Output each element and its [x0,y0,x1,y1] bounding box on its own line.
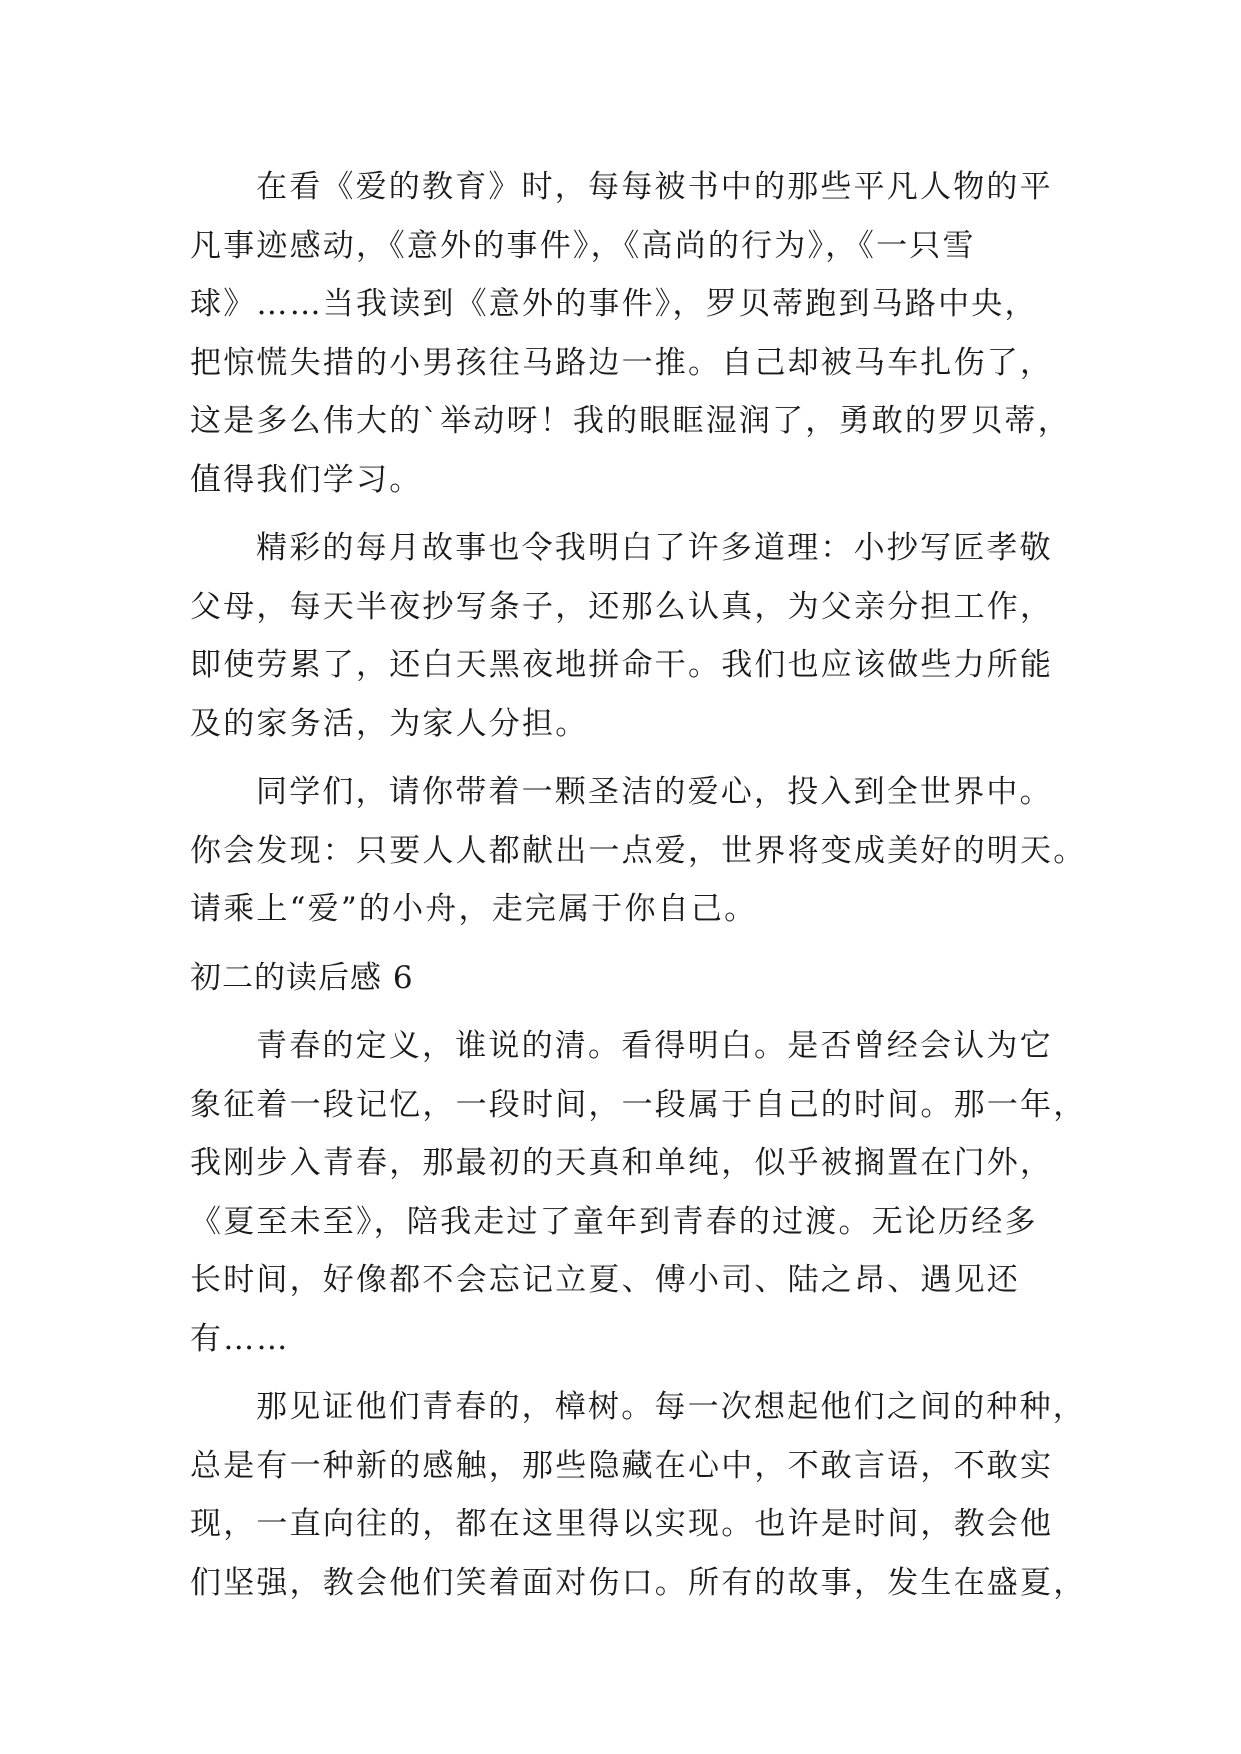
paragraph-line: 们坚强，教会他们笑着面对伤口。所有的故事，发生在盛夏， [190,1564,1087,1601]
document-body [190,158,1087,1622]
paragraph-line: 球》……当我读到《意外的事件》，罗贝蒂跑到马路中央， [190,286,1038,322]
paragraph-line: 值得我们学习。 [190,461,423,498]
paragraph-line: 那见证他们青春的，樟树。每一次想起他们之间的种种， [256,1389,1086,1425]
paragraph-line: 即使劳累了，还白天黑夜地拼命干。我们也应该做些力所能 [190,647,1054,683]
section-heading: 初二的读后感 6 [190,959,414,996]
paragraph-line: 精彩的每月故事也令我明白了许多道理：小抄写匠孝敬 [256,530,1053,566]
paragraph-line: 有…… [190,1320,290,1357]
paragraph-classmates [190,763,1087,939]
paragraph-line: 《夏至未至》，陪我走过了童年到青春的过渡。无论历经多 [190,1203,1038,1240]
paragraph-line: 凡事迹感动，《意外的事件》，《高尚的行为》，《一只雪 [190,227,976,264]
paragraph-line: 父母，每天半夜抄写条子，还那么认真，为父亲分担工作， [190,588,1054,625]
paragraph-line: 青春的定义，谁说的清。看得明白。是否曾经会认为它 [256,1028,1053,1064]
paragraph-youth-definition [190,1017,1087,1368]
paragraph-line: 象征着一段记忆，一段时间，一段属于自己的时间。那一年， [190,1086,1087,1123]
paragraph-love-education [190,158,1070,509]
paragraph-line: 同学们，请你带着一颗圣洁的爱心，投入到全世界中。 [256,774,1053,810]
paragraph-line: 及的家务活，为家人分担。 [190,705,589,742]
paragraph-line: 长时间，好像都不会忘记立夏、傅小司、陆之昂、遇见还 [190,1262,1020,1298]
paragraph-line: 你会发现：只要人人都献出一点爱，世界将变成美好的明天。 [190,832,1087,869]
paragraph-line: 这是多么伟大的`举动呀！我的眼眶湿润了，勇敢的罗贝蒂， [190,403,1071,439]
paragraph-camphor-tree [190,1378,1087,1612]
paragraph-line: 现，一直向往的，都在这里得以实现。也许是时间，教会他 [190,1506,1054,1542]
paragraph-line: 请乘上“爱”的小舟，走完属于你自己。 [190,891,758,927]
paragraph-line: 把惊慌失措的小男孩往马路边一推。自己却被马车扎伤了， [190,344,1054,381]
paragraph-line: 在看《爱的教育》时，每每被书中的那些平凡人物的平 [256,169,1053,205]
paragraph-monthly-story [190,519,1070,753]
paragraph-line: 总是有一种新的感触，那些隐藏在心中，不敢言语，不敢实 [190,1447,1054,1484]
paragraph-line: 我刚步入青春，那最初的天真和单纯，似乎被搁置在门外， [190,1145,1054,1181]
